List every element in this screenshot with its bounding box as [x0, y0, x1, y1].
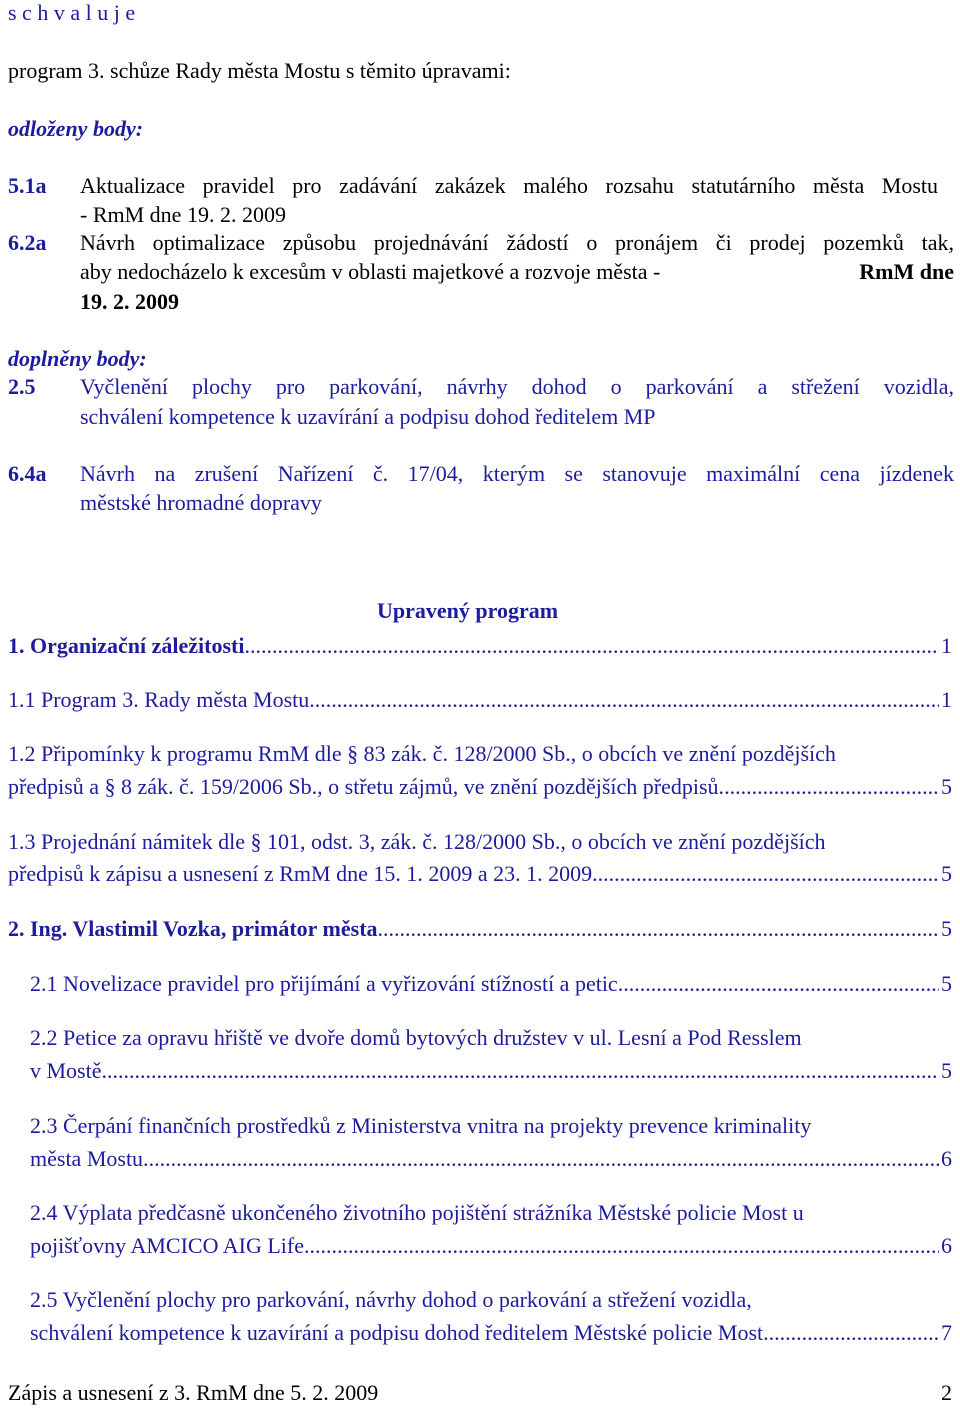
toc-entry-last-line — [30, 1232, 952, 1260]
item-text-line: - RmM dne 19. 2. 2009 — [80, 202, 286, 227]
approve-heading: s c h v a l u j e — [8, 0, 136, 25]
postponed-heading: odloženy body: — [8, 116, 144, 141]
item-text-line: Aktualizace pravidel pro zadávání zakázek malého rozsahu statutárního města Mostu — [80, 173, 938, 198]
toc-entry-last-line — [8, 773, 952, 801]
item-number: 6.4a — [8, 461, 47, 486]
toc-entry-line: 2.5 Vyčlenění plochy pro parkování, návrhy dohod o parkování a střežení vozidla, — [30, 1287, 752, 1312]
toc-page-number: 1 — [941, 633, 952, 658]
added-heading: doplněny body: — [8, 346, 147, 371]
toc-title: Upravený program — [377, 598, 559, 623]
toc-entry-line: 2.4 Výplata předčasně ukončeného životního pojištění strážníka Městské policie Most u — [30, 1200, 804, 1225]
toc-leader — [310, 1232, 939, 1260]
toc-entry-last-line — [30, 1319, 952, 1347]
program-intro: program 3. schůze Rady města Mostu s těmito úpravami: — [8, 58, 511, 83]
toc-page-number: 5 — [941, 916, 952, 941]
toc-page-number: 6 — [941, 1233, 952, 1258]
toc-entry-text: města Mostu. — [30, 1146, 149, 1171]
toc-page-number: 6 — [941, 1146, 952, 1171]
toc-entry-text: předpisů a § 8 zák. č. 159/2006 Sb., o střetu zájmů, ve znění pozdějších předpisů. — [8, 774, 725, 799]
toc-entry-last-line — [30, 1057, 952, 1085]
item-text-line: Návrh optimalizace způsobu projednávání žádostí o pronájem či prodej pozemků tak, — [80, 230, 954, 255]
item-text-line: schválení kompetence k uzavírání a podpisu dohod ředitelem MP — [80, 404, 656, 429]
toc-page-number: 5 — [941, 774, 952, 799]
toc-entry-text: 1.1 Program 3. Rady města Mostu — [8, 687, 310, 712]
item-text-line: Návrh na zrušení Nařízení č. 17/04, kterým se stanovuje maximální cena jízdenek — [80, 461, 954, 486]
toc-entry-line: 2.2 Petice za opravu hřiště ve dvoře domů bytových družstev v ul. Lesní a Pod Resslem — [30, 1025, 802, 1050]
toc-leader — [598, 860, 939, 888]
page-footer — [8, 1379, 952, 1407]
toc-entry-text: 2.1 Novelizace pravidel pro přijímání a vyřizování stížností a petic. — [30, 971, 624, 996]
toc-leader — [149, 1145, 939, 1173]
toc-leader — [309, 686, 939, 714]
toc-entry[interactable] — [8, 632, 952, 660]
toc-entry-last-line — [30, 1145, 952, 1173]
item-text-line — [80, 258, 954, 286]
toc-entry[interactable] — [30, 970, 952, 998]
toc-page-number: 5 — [941, 861, 952, 886]
footer-title: Zápis a usnesení z 3. RmM dne 5. 2. 2009 — [8, 1380, 379, 1405]
toc-page-number: 5 — [941, 1058, 952, 1083]
toc-leader — [623, 970, 939, 998]
toc-leader — [769, 1319, 939, 1347]
toc-page-number: 5 — [941, 971, 952, 996]
item-text-line: Vyčlenění plochy pro parkování, návrhy dohod o parkování a střežení vozidla, — [80, 374, 954, 399]
toc-entry-line: 2.3 Čerpání finančních prostředků z Ministerstva vnitra na projekty prevence kriminality — [30, 1113, 812, 1138]
item-number: 5.1a — [8, 173, 47, 198]
item-date-bold: RmM dne — [859, 259, 954, 284]
toc-entry-text: 1. Organizační záležitosti — [8, 633, 245, 658]
item-text-line: 19. 2. 2009 — [80, 289, 179, 314]
footer-page-number: 2 — [941, 1380, 952, 1405]
item-number: 2.5 — [8, 374, 36, 399]
toc-entry[interactable] — [8, 686, 952, 714]
toc-leader — [378, 915, 939, 943]
toc-entry[interactable] — [8, 915, 952, 943]
toc-entry-line: 1.3 Projednání námitek dle § 101, odst. 3, zák. č. 128/2000 Sb., o obcích ve znění pozdějších — [8, 829, 826, 854]
toc-entry-text: schválení kompetence k uzavírání a podpisu dohod ředitelem Městské policie Most. — [30, 1320, 769, 1345]
toc-entry-line: 1.2 Připomínky k programu RmM dle § 83 zák. č. 128/2000 Sb., o obcích ve znění pozdějších — [8, 741, 836, 766]
toc-entry-last-line — [8, 860, 952, 888]
toc-entry-text: pojišťovny AMCICO AIG Life. — [30, 1233, 310, 1258]
toc-leader — [107, 1057, 939, 1085]
toc-leader — [244, 632, 939, 660]
toc-entry-text: 2. Ing. Vlastimil Vozka, primátor města — [8, 916, 378, 941]
item-text: aby nedocházelo k excesům v oblasti majetkové a rozvoje města - — [80, 259, 661, 284]
item-number: 6.2a — [8, 230, 47, 255]
toc-page-number: 1 — [941, 687, 952, 712]
toc-leader — [724, 773, 939, 801]
toc-entry-text: předpisů k zápisu a usnesení z RmM dne 15. 1. 2009 a 23. 1. 2009. — [8, 861, 598, 886]
toc-entry-text: v Mostě. — [30, 1058, 107, 1083]
item-text-line: městské hromadné dopravy — [80, 490, 322, 515]
toc-page-number: 7 — [941, 1320, 952, 1345]
